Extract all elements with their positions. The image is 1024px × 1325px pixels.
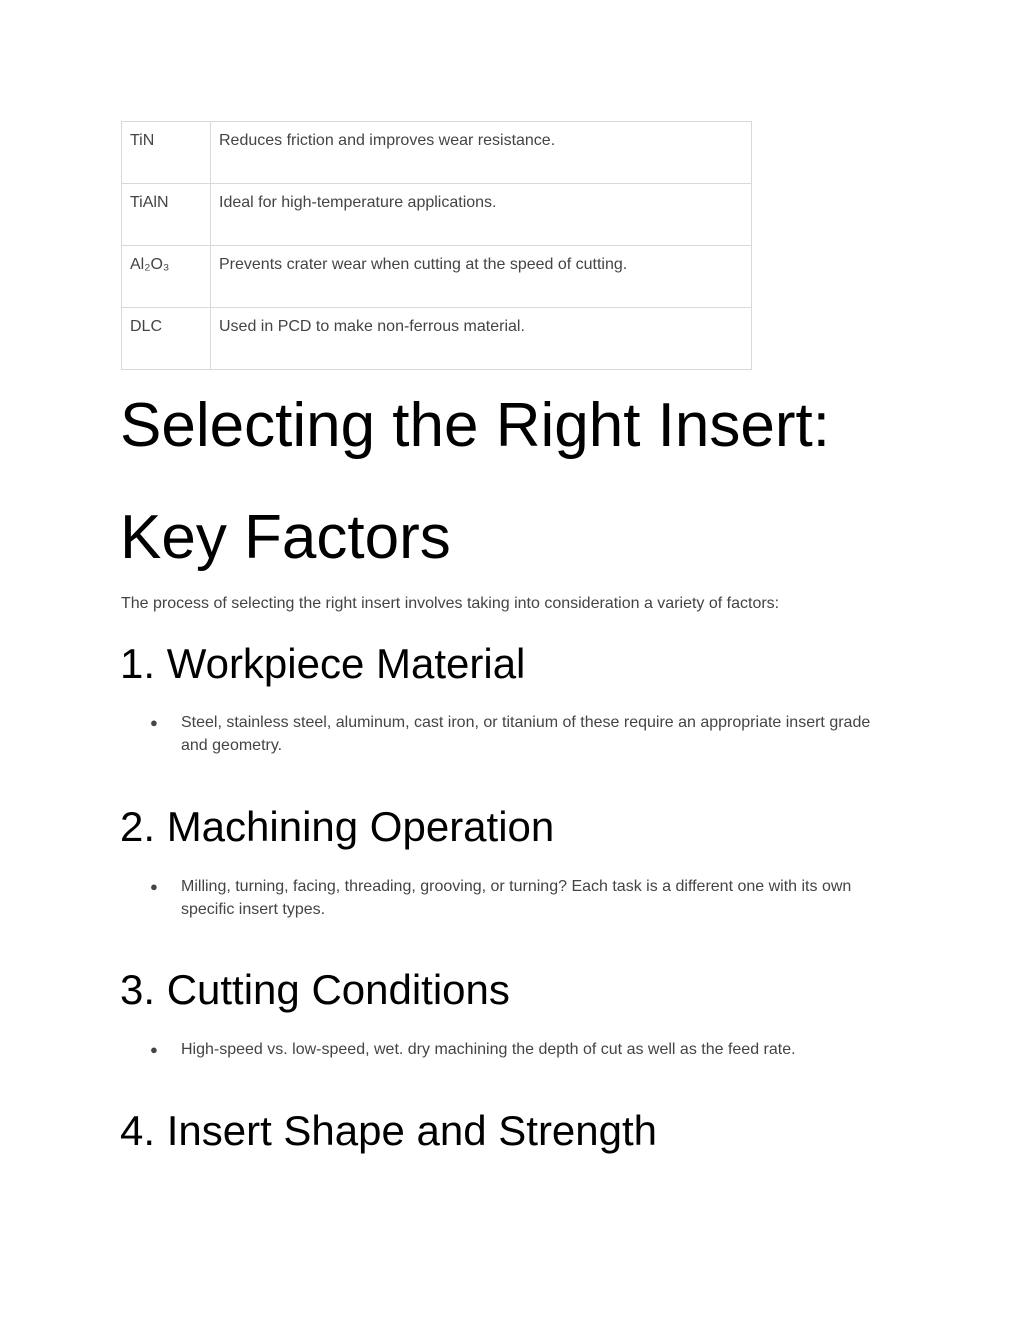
coating-name-cell: TiN — [122, 122, 211, 184]
page-title — [120, 370, 980, 594]
coating-description-cell: Reduces friction and improves wear resistance. — [211, 122, 752, 184]
coating-description-cell: Ideal for high-temperature applications. — [211, 184, 752, 246]
list-item — [150, 875, 890, 921]
coating-description-cell: Used in PCD to make non-ferrous material. — [211, 308, 752, 370]
section-heading-machining-operation: 2. Machining Operation — [120, 803, 555, 850]
title-line-1: Selecting the Right Insert: — [120, 391, 830, 460]
list-item-text: Steel, stainless steel, aluminum, cast iron, or titanium of these require an appropriate insert grade and geometry. — [181, 714, 871, 754]
bullet-icon: ● — [150, 715, 158, 730]
coating-description-cell: Prevents crater wear when cutting at the speed of cutting. — [211, 246, 752, 308]
list-item — [150, 711, 890, 757]
table-row — [122, 246, 752, 308]
list-item-text: Milling, turning, facing, threading, grooving, or turning? Each task is a different one with its own specific insert types. — [181, 878, 852, 918]
section-heading-workpiece-material: 1. Workpiece Material — [120, 640, 526, 687]
coating-name-cell: Al₂O₃ — [122, 246, 211, 308]
bullet-icon: ● — [150, 879, 158, 894]
section-heading-insert-shape-and-strength: 4. Insert Shape and Strength — [120, 1107, 658, 1154]
bullet-icon: ● — [150, 1042, 158, 1057]
table-row — [122, 308, 752, 370]
coating-name-cell: TiAlN — [122, 184, 211, 246]
list-item-text: High-speed vs. low-speed, wet. dry machining the depth of cut as well as the feed rate. — [181, 1041, 796, 1058]
table-row — [122, 184, 752, 246]
list-item — [150, 1038, 890, 1061]
intro-paragraph: The process of selecting the right insert involves taking into consideration a variety of factors: — [121, 595, 780, 612]
coating-name-cell: DLC — [122, 308, 211, 370]
section-heading-cutting-conditions: 3. Cutting Conditions — [120, 966, 510, 1013]
coating-table — [121, 121, 752, 370]
table-row — [122, 122, 752, 184]
title-line-2: Key Factors — [120, 503, 451, 572]
